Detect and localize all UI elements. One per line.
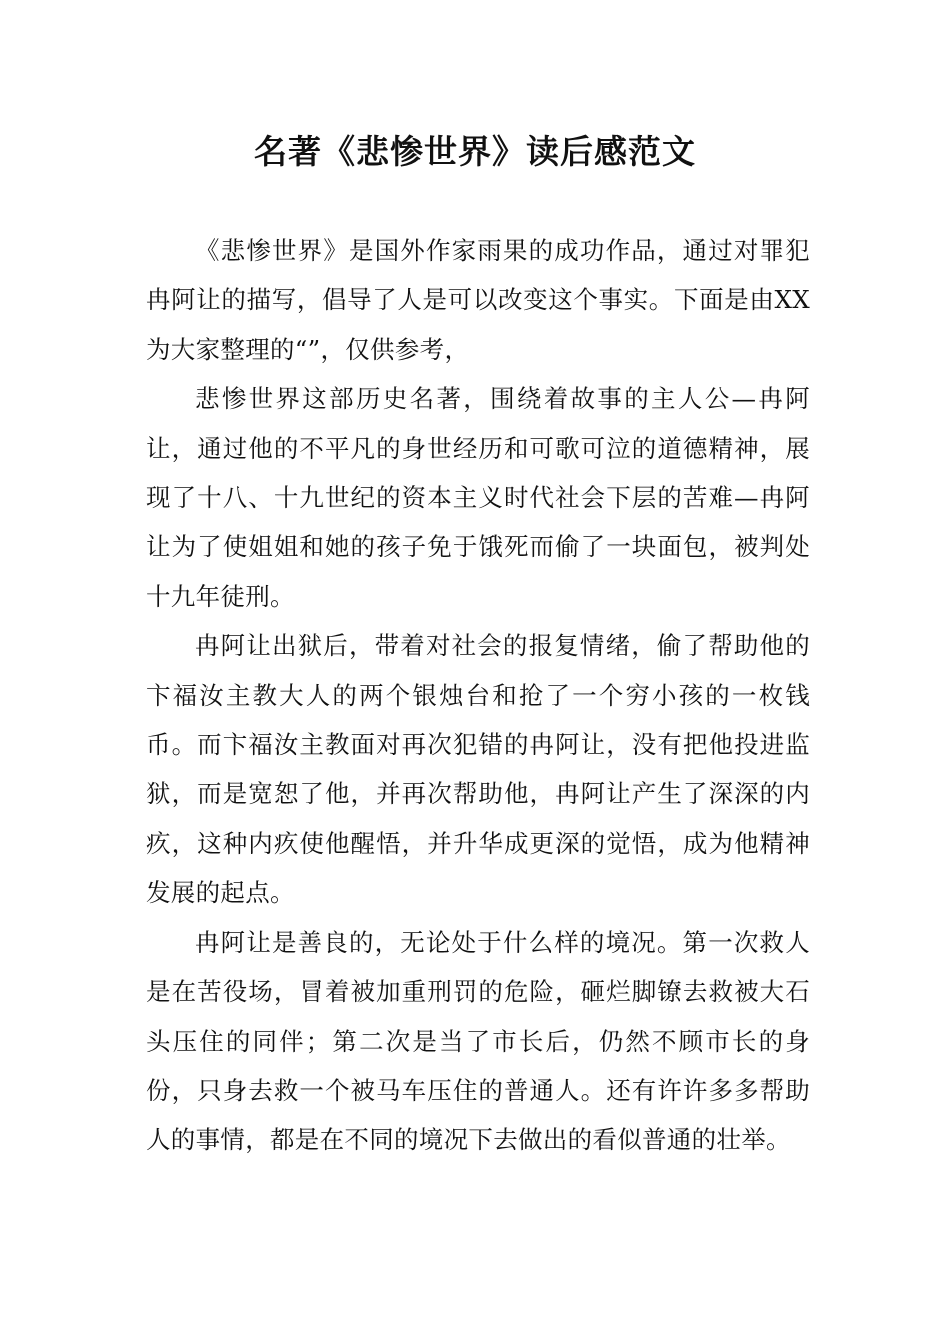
document-title: 名著《悲惨世界》读后感范文 — [254, 132, 696, 171]
paragraph-2: 悲惨世界这部历史名著，围绕着故事的主人公—冉阿让，通过他的不平凡的身世经历和可歌可泣的道德精神，展现了十八、十九世纪的资本主义时代社会下层的苦难—冉阿让为了使姐姐和她的孩子免于饿死而偷了一块面包，被判处十九年徒刑。 — [146, 384, 810, 611]
paragraph-3: 冉阿让出狱后，带着对社会的报复情绪，偷了帮助他的卞福汝主教大人的两个银烛台和抢了一个穷小孩的一枚钱币。而卞福汝主教面对再次犯错的冉阿让，没有把他投进监狱，而是宽恕了他，并再次帮助他，冉阿让产生了深深的内疚，这种内疚使他醒悟，并升华成更深的觉悟，成为他精神发展的起点。 — [146, 631, 810, 908]
paragraph-intro: 《悲惨世界》是国外作家雨果的成功作品，通过对罪犯冉阿让的描写，倡导了人是可以改变这个事实。下面是由XX为大家整理的“”，仅供参考， — [146, 236, 810, 364]
document-body — [146, 226, 810, 1165]
paragraph-4: 冉阿让是善良的，无论处于什么样的境况。第一次救人是在苦役场，冒着被加重刑罚的危险，砸烂脚镣去救被大石头压住的同伴；第二次是当了市长后，仍然不顾市长的身份，只身去救一个被马车压住的普通人。还有许许多多帮助人的事情，都是在不同的境况下去做出的看似普通的壮举。 — [146, 927, 810, 1155]
